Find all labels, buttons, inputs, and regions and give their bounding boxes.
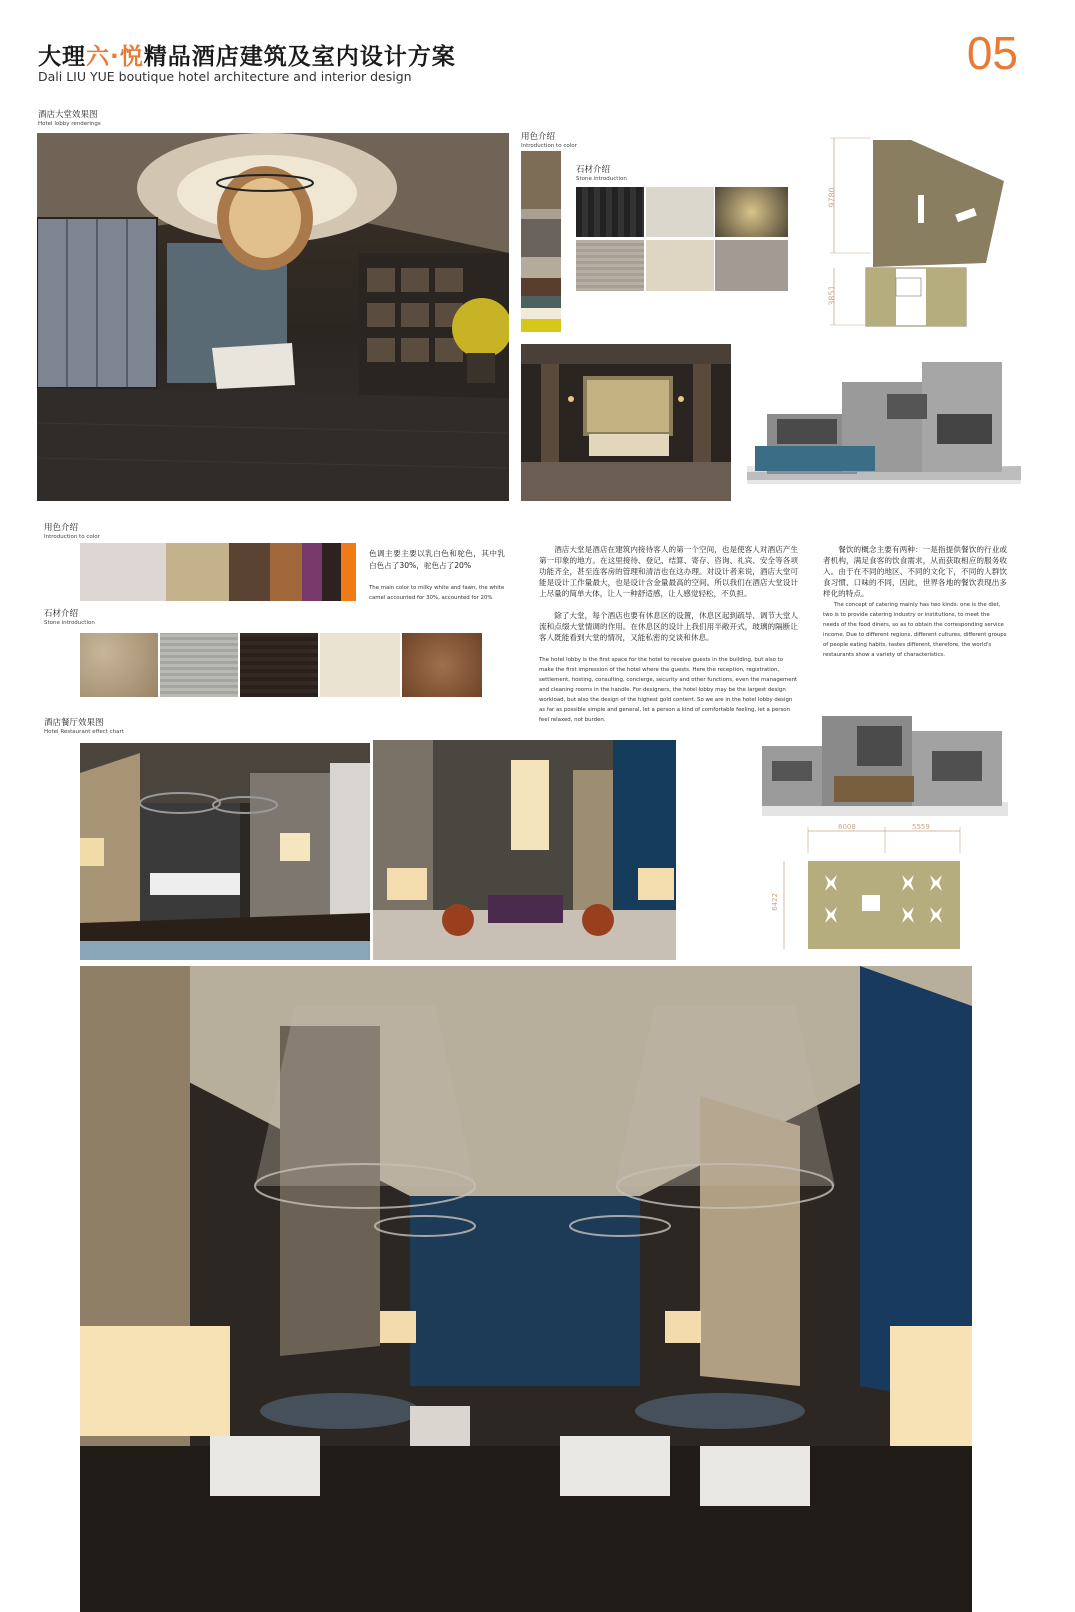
color-description: 色调主要主要以乳白色和驼色，其中乳白色占了30%，驼色占了20% bbox=[369, 549, 505, 570]
color-swatch bbox=[521, 319, 561, 332]
floor-plan-lobby bbox=[826, 133, 1016, 328]
lobby-description-1: 酒店大堂是酒店在建筑内接待客人的第一个空间，也是使客人对酒店产生第一印象的地方。在这里接待、登记、结算、寄存、咨询、礼宾、安全等各项功能齐全，甚至连客房的管理和清洁也在这办理。对设计者来说，酒店大堂可能是设计工作量最大，也是设计含金量最高的空间。所以我们在酒店大堂设计上尽量的简单大体，让人一种舒适感，让人感觉轻松，不负担。 bbox=[539, 545, 798, 598]
stone-sample bbox=[240, 633, 318, 697]
stone-sample bbox=[402, 633, 482, 697]
stone-sample bbox=[160, 633, 238, 697]
restaurant-rendering-1 bbox=[80, 743, 370, 960]
page-title: 大理六·悦精品酒店建筑及室内设计方案 bbox=[38, 44, 456, 70]
restaurant-rendering-2 bbox=[373, 740, 676, 960]
color-swatch bbox=[521, 257, 561, 278]
restaurant-label: 酒店餐厅效果图 Hotel Restaurant effect chart bbox=[44, 718, 124, 735]
plan2-dim-w2: 5559 bbox=[912, 823, 930, 831]
stone-sample bbox=[715, 240, 788, 291]
color-swatch bbox=[521, 209, 561, 219]
dining-description-en: The concept of catering mainly has two kinds: one is the diet, two is to provide catering industry or institutions, to meet the needs of the food diners, so as to obtain the corresponding service income. Due to different regions, different cultures, different groups of people eating habits, tastes different, therefore, the world's restaurants show a variety of characteristics. bbox=[823, 602, 1007, 658]
stone-sample bbox=[715, 187, 788, 237]
color-swatch bbox=[521, 308, 561, 319]
color-swatch bbox=[521, 151, 561, 209]
plan2-dim-w1: 6008 bbox=[838, 823, 856, 831]
color-swatch bbox=[270, 543, 302, 601]
stone-sample bbox=[320, 633, 400, 697]
color-swatch bbox=[229, 543, 270, 601]
floor-plan-restaurant bbox=[770, 823, 970, 951]
stone-sample bbox=[576, 187, 644, 237]
building-exterior-2 bbox=[762, 706, 1008, 816]
stone-sample bbox=[576, 240, 644, 291]
lobby-label: 酒店大堂效果图 Hotel lobby renderings bbox=[38, 110, 101, 127]
page-subtitle: Dali LIU YUE boutique hotel architecture and interior design bbox=[38, 69, 412, 84]
color-swatch bbox=[521, 296, 561, 308]
restaurant-stone-label: 石材介绍 Stone introduction bbox=[44, 609, 95, 626]
color-swatch bbox=[80, 543, 166, 601]
stone-sample bbox=[646, 187, 714, 237]
color-swatch bbox=[302, 543, 322, 601]
restaurant-color-label: 用色介绍 Introduction to color bbox=[44, 523, 100, 540]
color-swatch bbox=[322, 543, 341, 601]
lobby-color-label: 用色介绍 Introduction to color bbox=[521, 132, 577, 149]
lobby-rendering bbox=[37, 133, 509, 501]
restaurant-color-palette bbox=[80, 543, 356, 601]
stone-sample bbox=[646, 240, 714, 291]
building-exterior-1 bbox=[747, 354, 1021, 484]
lobby-stone-label: 石材介绍 Stone introduction bbox=[576, 165, 627, 182]
color-swatch bbox=[521, 219, 561, 257]
stone-sample bbox=[80, 633, 158, 697]
color-swatch bbox=[521, 278, 561, 296]
plan-dim-bottom: 3851 bbox=[827, 285, 837, 306]
page-number: 05 bbox=[966, 27, 1018, 79]
lobby-description-en: The hotel lobby is the first space for the hotel to receive guests in the building, but also to make the first impression of the hotel where the guests. Here the reception, registration, settlement, hosting, consulting, concierge, security and other functions, even the management and cleaning rooms in the handle. For designers, the hotel lobby may be the largest design workload, but also the design of the highest gold content. So we are in the hotel lobby design as far as possible simple and general, let a person a kind of comfortable feeling, let a person feel relaxed, not burden. bbox=[539, 657, 798, 723]
dining-description: 餐饮的概念主要有两种：一是指提供餐饮的行业或者机构，满足食客的饮食需求，从而获取相应的服务收入。由于在不同的地区、不同的文化下，不同的人群饮食习惯、口味的不同，因此，世界各地的餐饮表现出多样化的特点。 bbox=[823, 545, 1007, 598]
lobby-reception-rendering bbox=[521, 344, 731, 501]
plan2-dim-h: 6422 bbox=[770, 893, 779, 911]
restaurant-main-rendering bbox=[80, 966, 972, 1612]
color-description-en: The main color to milky white and fawn, the white camel accounted for 30%, accounted for 20% bbox=[369, 585, 505, 601]
color-swatch bbox=[166, 543, 229, 601]
lobby-color-palette bbox=[521, 151, 561, 332]
plan-dim-top: 9780 bbox=[827, 187, 837, 208]
lobby-description-2: 除了大堂，每个酒店也要有休息区的设置，休息区起到疏导、调节大堂人流和点缀大堂情调的作用。在休息区的设计上我们用半敞开式，玻璃的隔断让客人既能看到大堂的情况，又能私密的交谈和休息。 bbox=[539, 611, 798, 642]
color-swatch bbox=[341, 543, 356, 601]
